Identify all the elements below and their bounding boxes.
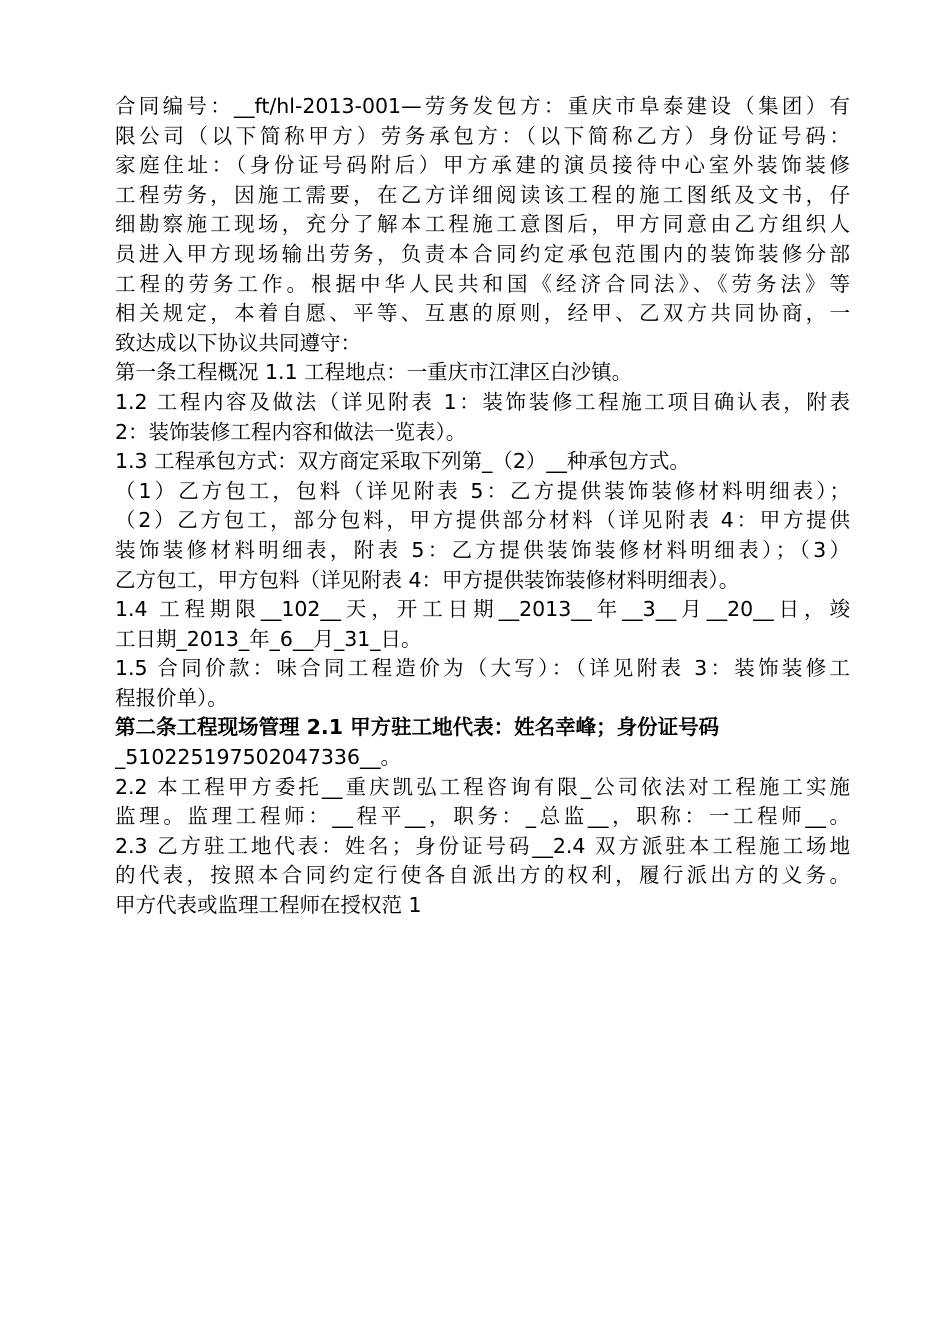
text-line-19: 工日期_2013_年_6__月_31_日。 (115, 626, 422, 651)
text-line-14: （1）乙方包工，包料（详见附表 5：乙方提供装饰装修材料明细表）； (115, 478, 850, 503)
text-line-20: 1.5 合同价款：味合同工程造价为（大写）：（详见附表 3：装饰装修工 (115, 656, 850, 681)
text-line-16: 装饰装修材料明细表，附表 5：乙方提供装饰装修材料明细表）；（3） (115, 537, 850, 562)
text-line-27: 的代表，按照本合同约定行使各自派出方的权利，履行派出方的义务。 (115, 863, 850, 888)
text-line-28: 甲方代表或监理工程师在授权范 1 (115, 893, 422, 918)
text-line-2: 限公司（以下简称甲方）劳务承包方：（以下简称乙方）身份证号码： (115, 123, 850, 148)
text-line-24: 2.2 本工程甲方委托__重庆凯弘工程咨询有限_公司依法对工程施工实施 (115, 774, 850, 799)
contract-text (115, 92, 850, 921)
text-line-12: 2：装饰装修工程内容和做法一览表）。 (115, 419, 467, 444)
section-two-heading: 第二条工程现场管理 2.1 甲方驻工地代表：姓名幸峰；身份证号码 (115, 715, 720, 740)
text-line-3: 家庭住址：（身份证号码附后）甲方承建的演员接待中心室外装饰装修 (115, 153, 850, 178)
text-line-18: 1.4 工程期限__102__天，开工日期__2013__年__3__月__20__日，竣 (115, 597, 850, 622)
text-line-25: 监理。监理工程师：__程平__，职务：_总监__，职称：一工程师__。 (115, 804, 850, 829)
text-line-17: 乙方包工，甲方包料（详见附表 4：甲方提供装饰装修材料明细表）。 (115, 567, 740, 592)
text-line-5: 细勘察施工现场，充分了解本工程施工意图后，甲方同意由乙方组织人 (115, 212, 850, 237)
text-line-26: 2.3 乙方驻工地代表：姓名；身份证号码__2.4 双方派驻本工程施工场地 (115, 833, 850, 858)
text-line-21: 程报价单）。 (115, 685, 228, 710)
text-line-10: 第一条工程概况 1.1 工程地点：一重庆市江津区白沙镇。 (115, 360, 633, 385)
text-line-13: 1.3 工程承包方式：双方商定采取下列第_（2）__种承包方式。 (115, 449, 690, 474)
text-line-1: 合同编号：__ft/hl-2013-001—劳务发包方：重庆市阜泰建设（集团）有 (115, 94, 850, 118)
text-line-7: 工程的劳务工作。根据中华人民共和国《经济合同法》、《劳务法》等 (115, 271, 850, 296)
text-line-9: 致达成以下协议共同遵守： (115, 330, 361, 355)
text-line-6: 员进入甲方现场输出劳务，负责本合同约定承包范围内的装饰装修分部 (115, 241, 850, 266)
text-line-15: （2）乙方包工，部分包料，甲方提供部分材料（详见附表 4：甲方提供 (115, 508, 850, 533)
text-line-4: 工程劳务，因施工需要，在乙方详细阅读该工程的施工图纸及文书，仔 (115, 182, 850, 207)
text-line-11: 1.2 工程内容及做法（详见附表 1：装饰装修工程施工项目确认表，附表 (115, 389, 850, 414)
text-line-8: 相关规定，本着自愿、平等、互惠的原则，经甲、乙双方共同协商，一 (115, 301, 850, 326)
text-line-23: _510225197502047336__。 (115, 745, 402, 770)
